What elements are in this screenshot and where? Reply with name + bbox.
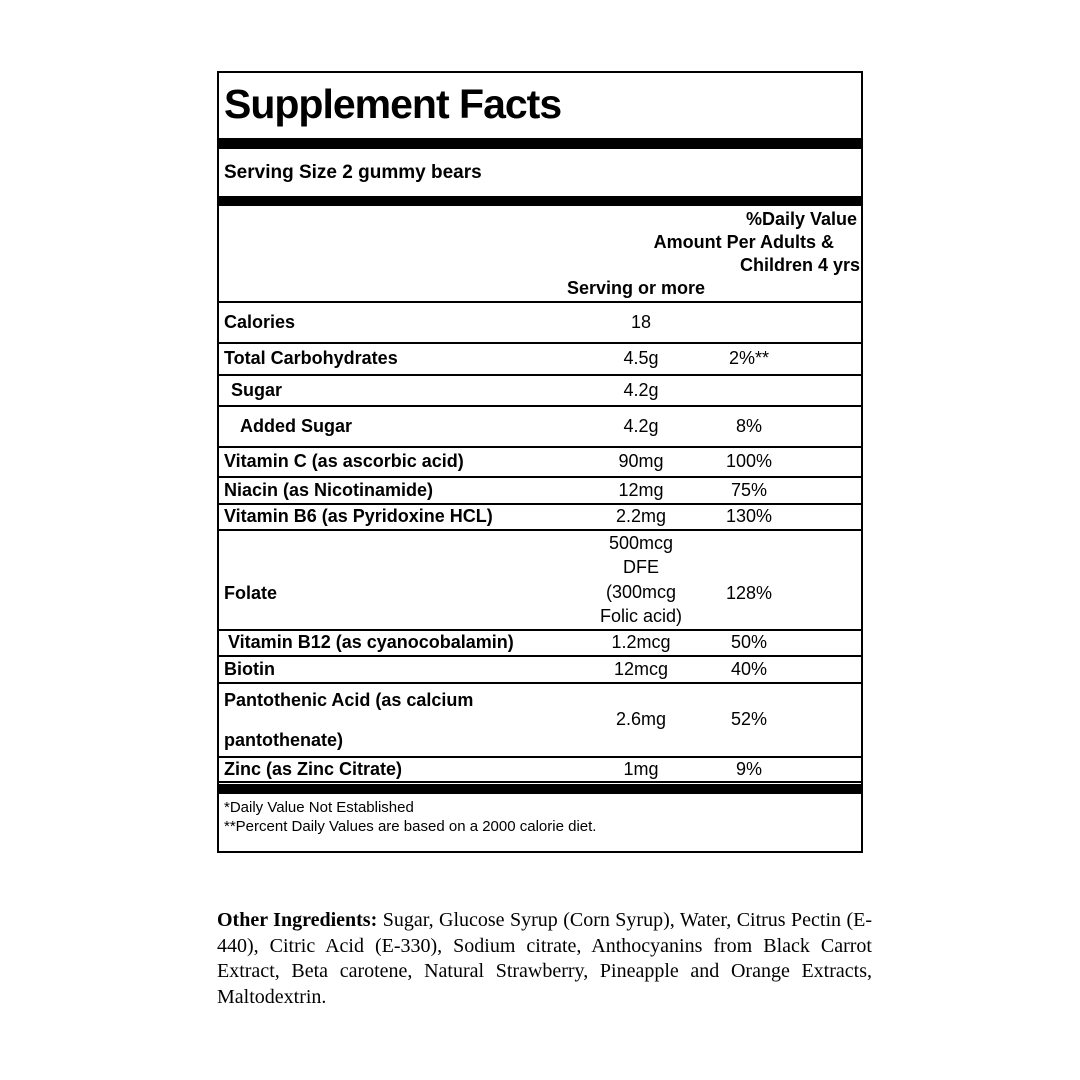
facts-rows [219, 303, 861, 783]
row-amount: 1.2mcg [611, 632, 671, 653]
row-name: Zinc (as Zinc Citrate) [224, 758, 403, 779]
row-amount: 2.2mg [615, 506, 667, 527]
row-name: Vitamin B6 (as Pyridoxine HCL) [224, 506, 493, 527]
table-row [219, 758, 861, 783]
header-line4 [219, 277, 861, 300]
row-daily-value: 2%** [728, 348, 770, 369]
table-row [219, 376, 861, 407]
table-row [219, 448, 861, 478]
table-row [219, 478, 861, 505]
thick-divider-serving [219, 196, 861, 206]
row-amount: 4.5g [623, 348, 659, 369]
row-amount: 500mcg DFE (300mcg Folic acid) [599, 532, 683, 627]
row-amount: 2.6mg [615, 709, 667, 730]
table-row [219, 631, 861, 657]
row-name: Total Carbohydrates [224, 348, 398, 369]
footnote-dv-not-established: *Daily Value Not Established [224, 798, 414, 816]
row-name: Folate [224, 582, 278, 603]
table-row [219, 505, 861, 531]
header-or-more: or more [638, 277, 706, 298]
row-daily-value: 75% [730, 479, 768, 500]
row-amount: 12mg [618, 479, 664, 500]
row-amount: 90mg [618, 451, 664, 472]
row-daily-value: 100% [725, 451, 773, 472]
footnotes [219, 794, 861, 851]
row-amount: 4.2g [623, 415, 659, 436]
row-daily-value: 128% [725, 582, 773, 603]
other-ingredients-label: Other Ingredients: [217, 909, 378, 931]
thick-divider-bottom [219, 784, 861, 794]
row-daily-value: 40% [730, 658, 768, 679]
row-amount: 18 [630, 311, 652, 332]
serving-size: Serving Size 2 gummy bears [224, 162, 482, 184]
other-ingredients-text: Sugar, Glucose Syrup (Corn Syrup), Water, Citrus Pectin (E-440), Citric Acid (E-330), Sodium citrate, Anthocyanins from Black Carrot Extract, Beta carotene, Natural Strawberry, Pineapple and Orange Extracts, Maltodextrin. [217, 909, 872, 1008]
other-ingredients [217, 908, 872, 1010]
row-name: Added Sugar [240, 415, 353, 436]
row-name: Biotin [224, 658, 275, 679]
row-daily-value: 52% [730, 709, 768, 730]
row-amount: 4.2g [623, 379, 659, 400]
row-amount: 12mcg [613, 658, 669, 679]
panel-title: Supplement Facts [224, 81, 562, 127]
table-row [219, 303, 861, 344]
table-header [219, 206, 861, 303]
row-name: Vitamin B12 (as cyanocobalamin) [228, 632, 514, 653]
header-amount-per: Amount Per [653, 231, 756, 252]
header-adults: Adults & [760, 231, 834, 252]
row-name: Niacin (as Nicotinamide) [224, 479, 434, 500]
table-row [219, 531, 861, 631]
row-name: Calories [224, 311, 296, 332]
row-name: Vitamin C (as ascorbic acid) [224, 451, 464, 472]
thick-divider-top [219, 138, 861, 149]
row-amount: 1mg [623, 758, 659, 779]
row-name: Pantothenic Acid (as calcium pantothenate) [224, 689, 474, 751]
row-daily-value: 9% [735, 758, 762, 779]
row-daily-value: 130% [725, 506, 773, 527]
table-row [219, 684, 861, 758]
table-row [219, 657, 861, 684]
table-row [219, 344, 861, 376]
header-serving: Serving [567, 277, 634, 298]
row-daily-value: 50% [730, 632, 768, 653]
header-line2 [219, 231, 861, 254]
header-children: Children 4 yrs [739, 254, 860, 275]
footnote-percent-dv: **Percent Daily Values are based on a 2000 calorie diet. [224, 817, 597, 835]
table-row [219, 407, 861, 448]
row-daily-value: 8% [735, 415, 762, 436]
row-name: Sugar [231, 379, 283, 400]
header-daily-value-line1: %Daily Value [745, 208, 857, 229]
supplement-facts-panel [217, 71, 863, 853]
